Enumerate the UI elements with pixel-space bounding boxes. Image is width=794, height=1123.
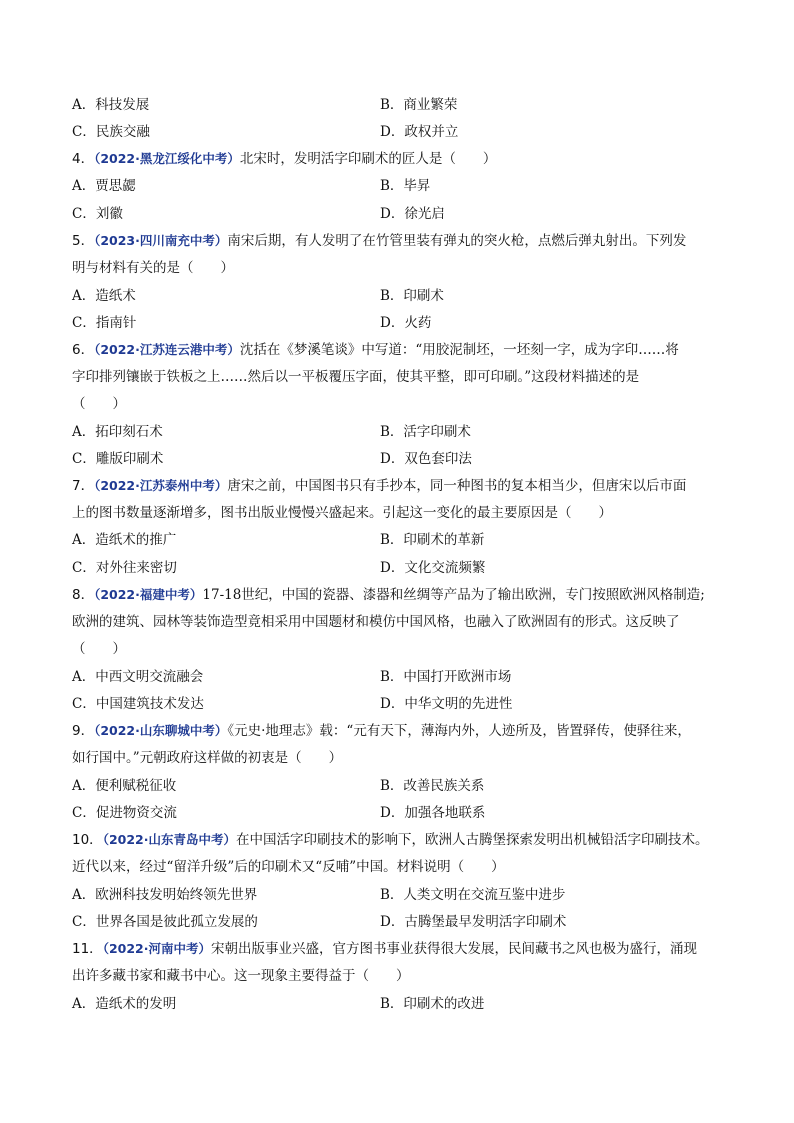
question-continuation: 欧洲的建筑、园林等装饰造型竟相采用中国题材和模仿中国风格，也融入了欧洲固有的形式。这反映了: [72, 614, 680, 630]
option-right: D．火药: [380, 315, 432, 331]
question-text: 北宋时，发明活字印刷术的匠人是（ ）: [239, 151, 497, 167]
question-stem: [72, 722, 691, 740]
option-left: C．中国建筑技术发达: [72, 696, 204, 712]
question-number: 4．: [72, 151, 95, 167]
question-text: 《元史·地理志》载：“元有天下，薄海内外，人迹所及，皆置驿传，使驿往来，: [227, 723, 691, 739]
option-left: A．科技发展: [72, 97, 150, 113]
option-left: C．对外往来密切: [72, 560, 177, 576]
question-continuation: 出许多藏书家和藏书中心。这一现象主要得益于（ ）: [72, 968, 410, 984]
option-row: [72, 123, 732, 141]
option-right: B．活字印刷术: [380, 424, 471, 440]
question-stem: [72, 831, 708, 849]
question-stem: [72, 232, 686, 250]
option-right: B．商业繁荣: [380, 97, 458, 113]
option-right: D．徐光启: [380, 206, 445, 222]
question-source: （2023·四川南充中考）: [94, 233, 228, 248]
option-left: A．贾思勰: [72, 178, 136, 194]
option-right: B．印刷术的革新: [380, 532, 485, 548]
question-source: （2022·江苏泰州中考）: [94, 478, 228, 493]
question-number: 7．: [72, 478, 95, 494]
option-right: B．中国打开欧洲市场: [380, 669, 512, 685]
question-text: 17-18世纪，中国的瓷器、漆器和丝绸等产品为了输出欧洲，专门按照欧洲风格制造;: [202, 587, 705, 603]
question-number: 11．: [72, 941, 103, 957]
option-row: [72, 287, 732, 305]
question-continuation: 明与材料有关的是（ ）: [72, 260, 234, 276]
option-right: B．改善民族关系: [380, 778, 485, 794]
option-row: [72, 205, 732, 223]
question-source: （2022·福建中考）: [94, 587, 203, 602]
option-right: D．政权并立: [380, 124, 459, 140]
question-continuation: （ ）: [72, 641, 126, 657]
option-row: [72, 423, 732, 441]
question-number: 8．: [72, 587, 95, 603]
option-row: [72, 695, 732, 713]
option-row: [72, 531, 732, 549]
option-right: D．中华文明的先进性: [380, 696, 513, 712]
option-right: B．人类文明在交流互鉴中进步: [380, 887, 566, 903]
question-source: （2022·山东聊城中考）: [94, 723, 228, 738]
option-left: A．中西文明交流融会: [72, 669, 204, 685]
option-row: [72, 995, 732, 1013]
question-number: 9．: [72, 723, 95, 739]
question-text: 沈括在《梦溪笔谈》中写道：“用胶泥制坯，一坯刻一字，成为字印……将: [239, 342, 679, 358]
option-row: [72, 314, 732, 332]
question-text: 唐宋之前，中国图书只有手抄本，同一种图书的复本相当少，但唐宋以后市面: [227, 478, 687, 494]
question-continuation: 上的图书数量逐渐增多，图书出版业慢慢兴盛起来。引起这一变化的最主要原因是（ ）: [72, 505, 612, 521]
option-left: A．造纸术的推广: [72, 532, 177, 548]
question-number: 10．: [72, 832, 103, 848]
option-row: [72, 913, 732, 931]
question-stem: [72, 940, 697, 958]
question-text: 在中国活字印刷技术的影响下，欧洲人古腾堡探索发明出机械铅活字印刷技术。: [235, 832, 709, 848]
question-continuation: 近代以来，经过“留洋升级”后的印刷术又“反哺”中国。材料说明（ ）: [72, 859, 505, 875]
question-stem: [72, 341, 679, 359]
question-text: 宋朝出版事业兴盛，官方图书事业获得很大发展，民间藏书之风也极为盛行，涌现: [210, 941, 697, 957]
question-source: （2022·河南中考）: [102, 941, 211, 956]
option-left: A．造纸术的发明: [72, 996, 177, 1012]
question-continuation: 如行国中。”元朝政府这样做的初衷是（ ）: [72, 750, 343, 766]
option-right: B．印刷术的改进: [380, 996, 485, 1012]
option-row: [72, 559, 732, 577]
option-left: A．拓印刻石术: [72, 424, 163, 440]
question-source: （2022·黑龙江绥化中考）: [94, 151, 240, 166]
option-right: B．印刷术: [380, 288, 444, 304]
option-right: D．古腾堡最早发明活字印刷术: [380, 914, 567, 930]
option-left: C．刘徽: [72, 206, 123, 222]
option-row: [72, 450, 732, 468]
question-stem: [72, 477, 686, 495]
option-left: C．民族交融: [72, 124, 150, 140]
option-row: [72, 668, 732, 686]
option-right: D．双色套印法: [380, 451, 472, 467]
option-left: A．欧洲科技发明始终领先世界: [72, 887, 258, 903]
option-right: B．毕昇: [380, 178, 431, 194]
question-stem: [72, 150, 496, 168]
option-row: [72, 804, 732, 822]
option-row: [72, 177, 732, 195]
question-stem: [72, 586, 705, 604]
option-left: A．便利赋税征收: [72, 778, 177, 794]
option-right: D．文化交流频繁: [380, 560, 486, 576]
option-left: C．世界各国是彼此孤立发展的: [72, 914, 258, 930]
question-text: 南宋后期，有人发明了在竹管里装有弹丸的突火枪，点燃后弹丸射出。下列发: [227, 233, 687, 249]
option-left: C．指南针: [72, 315, 137, 331]
question-source: （2022·江苏连云港中考）: [94, 342, 240, 357]
question-number: 5．: [72, 233, 95, 249]
option-row: [72, 96, 732, 114]
question-continuation: （ ）: [72, 396, 126, 412]
question-continuation: 字印排列镶嵌于铁板之上……然后以一平板覆压字面，使其平整，即可印刷。”这段材料描述的是: [72, 369, 640, 385]
option-right: D．加强各地联系: [380, 805, 486, 821]
option-left: A．造纸术: [72, 288, 136, 304]
option-left: C．促进物资交流: [72, 805, 177, 821]
option-row: [72, 886, 732, 904]
option-row: [72, 777, 732, 795]
option-left: C．雕版印刷术: [72, 451, 164, 467]
question-source: （2022·山东青岛中考）: [102, 832, 236, 847]
question-number: 6．: [72, 342, 95, 358]
